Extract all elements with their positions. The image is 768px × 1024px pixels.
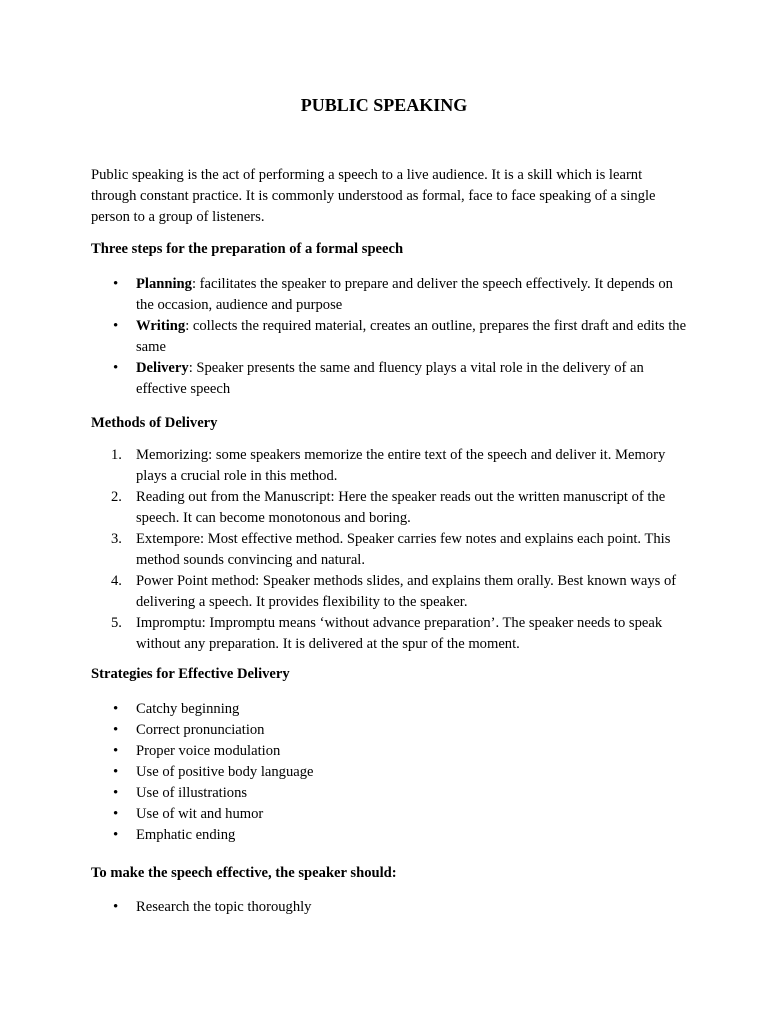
effective-heading: To make the speech effective, the speaker should: (91, 865, 397, 881)
list-item: • Use of wit and humor (91, 804, 691, 825)
list-item: • Research the topic thoroughly (91, 897, 691, 918)
list-item-text: : Speaker presents the same and fluency plays a vital role in the delivery of an effective speech (136, 360, 644, 397)
list-item (91, 571, 691, 613)
list-item (91, 274, 691, 316)
list-item (91, 487, 691, 529)
page-title: PUBLIC SPEAKING (300, 95, 468, 115)
list-item-text: Power Point method: Speaker methods slides, and explains them orally. Best known ways of delivering a speech. It provides flexibility to the speaker. (136, 573, 677, 610)
list-item (91, 358, 691, 400)
list-item-text: Impromptu: Impromptu means ‘without advance preparation’. The speaker needs to speak without any preparation. It is delivered at the spur of the moment. (136, 615, 663, 652)
list-item (91, 613, 691, 655)
list-item-number: 2. (111, 489, 122, 505)
methods-list (91, 445, 691, 655)
list-item-text: Extempore: Most effective method. Speaker carries few notes and explains each point. This method sounds convincing and natural. (136, 531, 671, 568)
list-item: • Use of illustrations (91, 783, 691, 804)
list-item-text: Reading out from the Manuscript: Here the speaker reads out the written manuscript of the speech. It can become monotonous and boring. (136, 489, 666, 526)
list-item-number: 3. (111, 531, 122, 547)
list-item (91, 529, 691, 571)
list-item-number: 1. (111, 447, 122, 463)
list-item-text: : collects the required material, creates an outline, prepares the first draft and edits the same (136, 318, 687, 355)
list-item (91, 316, 691, 358)
list-item-term: Delivery (136, 360, 189, 376)
list-item-text: : facilitates the speaker to prepare and deliver the speech effectively. It depends on the occasion, audience and purpose (136, 276, 673, 313)
list-item (91, 445, 691, 487)
list-item-number: 5. (111, 615, 122, 631)
list-item: • Use of positive body language (91, 762, 691, 783)
intro-paragraph: Public speaking is the act of performing a speech to a live audience. It is a skill which is learnt through constant practice. It is commonly understood as formal, face to face speaking of a single person to a group of listeners. (91, 167, 656, 225)
strategies-heading: Strategies for Effective Delivery (91, 666, 290, 682)
list-item: • Emphatic ending (91, 825, 691, 846)
steps-list (91, 274, 691, 400)
list-item-term: Writing (136, 318, 186, 334)
effective-list (91, 897, 691, 918)
methods-heading: Methods of Delivery (91, 415, 218, 431)
list-item-text: Memorizing: some speakers memorize the entire text of the speech and deliver it. Memory plays a crucial role in this method. (136, 447, 666, 484)
list-item: • Correct pronunciation (91, 720, 691, 741)
list-item-term: Planning (136, 276, 192, 292)
list-item-number: 4. (111, 573, 122, 589)
steps-heading: Three steps for the preparation of a formal speech (91, 241, 404, 257)
list-item: • Proper voice modulation (91, 741, 691, 762)
strategies-list (91, 699, 691, 846)
list-item: • Catchy beginning (91, 699, 691, 720)
